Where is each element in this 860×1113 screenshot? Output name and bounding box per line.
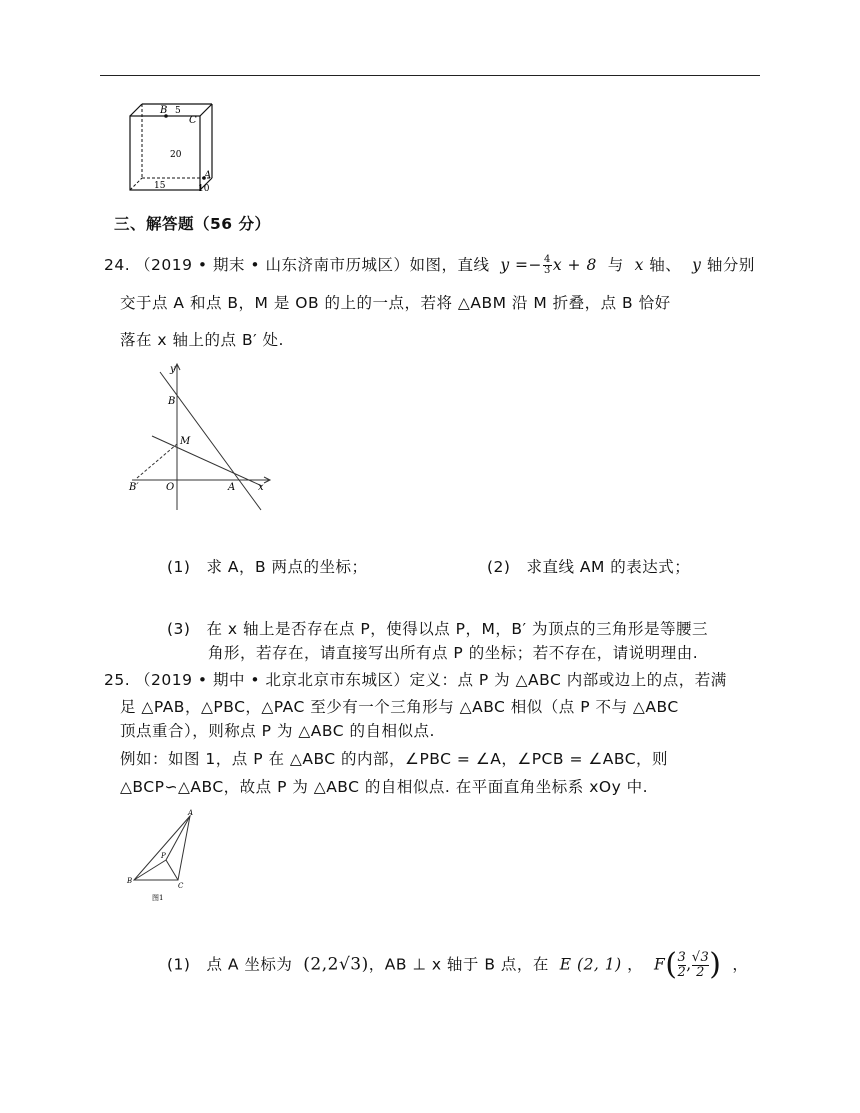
box-label-ten: 10 (198, 184, 210, 194)
q25-part1-f: F (654, 955, 666, 974)
q25-f-lparen: ( (665, 947, 678, 982)
q24-fraction: $\frac{4}{3}$ (544, 254, 551, 276)
q25-part1-a: (1) 点 A 坐标为 (167, 955, 293, 974)
q25-f-frac2: $\frac{√3}{2}$ (691, 949, 710, 980)
q24-line1 (135, 254, 755, 276)
q24-fig-o: O (166, 482, 175, 493)
q25-line3: 顶点重合），则称点 P 为 △ABC 的自相似点. (120, 722, 435, 740)
q24-fig-b: B (168, 396, 176, 407)
q24-fig-x: x (258, 482, 264, 493)
box-label-c: C (189, 115, 197, 126)
q24-part3-line2: 角形，若存在，请直接写出所有点 P 的坐标；若不存在，请说明理由. (208, 644, 699, 662)
q24-text1c: 轴、 (649, 256, 682, 274)
q24-eq-right: x + 8 (552, 256, 597, 274)
box-label-fifteen: 15 (154, 181, 166, 191)
q25-figure (122, 808, 206, 904)
q24-fig-m: M (180, 436, 191, 447)
q25-comma: ， (627, 955, 644, 974)
q25-f-frac1: $\frac{3}{2}$ (677, 949, 687, 980)
q24-x: x (634, 256, 644, 274)
q25-part1-b: ，AB ⊥ x 轴于 B 点，在 (368, 955, 549, 974)
q24-part3-line1: (3) 在 x 轴上是否存在点 P，使得以点 P，M，B′ 为顶点的三角形是等腰三 (167, 620, 708, 638)
q24-text1b: 与 (607, 256, 624, 274)
q25-f-rparen: ) (709, 947, 722, 982)
box-label-five: 5 (175, 106, 181, 116)
q24-line2: 交于点 A 和点 B，M 是 OB 的上的一点，若将 △ABM 沿 M 折叠，点 B 恰好 (120, 294, 671, 312)
q24-figure (124, 358, 274, 514)
q25-line5: △BCP∽△ABC，故点 P 为 △ABC 的自相似点. 在平面直角坐标系 xOy 中. (120, 778, 649, 796)
q24-fig-bp: B′ (129, 482, 139, 493)
q24-text1a: 如图，直线 (409, 256, 490, 274)
q25-line4: 例如：如图 1，点 P 在 △ABC 的内部，∠PBC = ∠A，∠PCB = ∠ABC，则 (120, 750, 669, 768)
q24-text1d: 轴分别 (706, 256, 755, 274)
q24-eq-left: y =− (500, 256, 542, 274)
q24-part1: (1) 求 A，B 两点的坐标； (167, 558, 368, 576)
q24-source: （2019 • 期末 • 山东济南市历城区） (135, 256, 410, 274)
box-figure (120, 98, 220, 194)
q25-line2: 足 △PAB，△PBC，△PAC 至少有一个三角形与 △ABC 相似（点 P 不与 △ABC (120, 698, 679, 716)
q25-fig-c: C (178, 882, 184, 890)
q25-fig-a: A (188, 809, 194, 817)
box-label-twenty: 20 (170, 150, 182, 160)
q25-fig-caption: 图1 (152, 894, 164, 902)
q24-fig-y: y (170, 364, 176, 375)
q24-fig-a: A (228, 482, 236, 493)
q25-fig-p: P (161, 852, 166, 860)
q24-number: 24. (104, 256, 131, 274)
q25-part1-coord: (2,2√3) (303, 954, 369, 975)
q25-part1: (1) 点 A 坐标为 (2,2√3)，AB ⊥ x 轴于 B 点，在 E (2, 1) ， F( $\frac{3}{2}$ , $\frac{√3}{2}$ ) ， (167, 947, 749, 982)
q24-line3: 落在 x 轴上的点 B′ 处. (120, 331, 284, 349)
box-label-b: B (160, 105, 168, 116)
box-label-a: A (204, 170, 212, 181)
q25-line1: （2019 • 期中 • 北京北京市东城区）定义：点 P 为 △ABC 内部或边上的点，若满 (135, 671, 727, 689)
q25-number: 25. (104, 671, 131, 689)
q25-trailing: ， (732, 955, 749, 974)
section-heading: 三、解答题（56 分） (114, 215, 271, 233)
q24-part2: (2) 求直线 AM 的表达式； (487, 558, 691, 576)
header-rule (100, 75, 760, 76)
q24-y: y (692, 256, 702, 274)
q25-part1-e: E (2, 1) (559, 955, 622, 974)
q25-fig-b: B (127, 877, 133, 885)
